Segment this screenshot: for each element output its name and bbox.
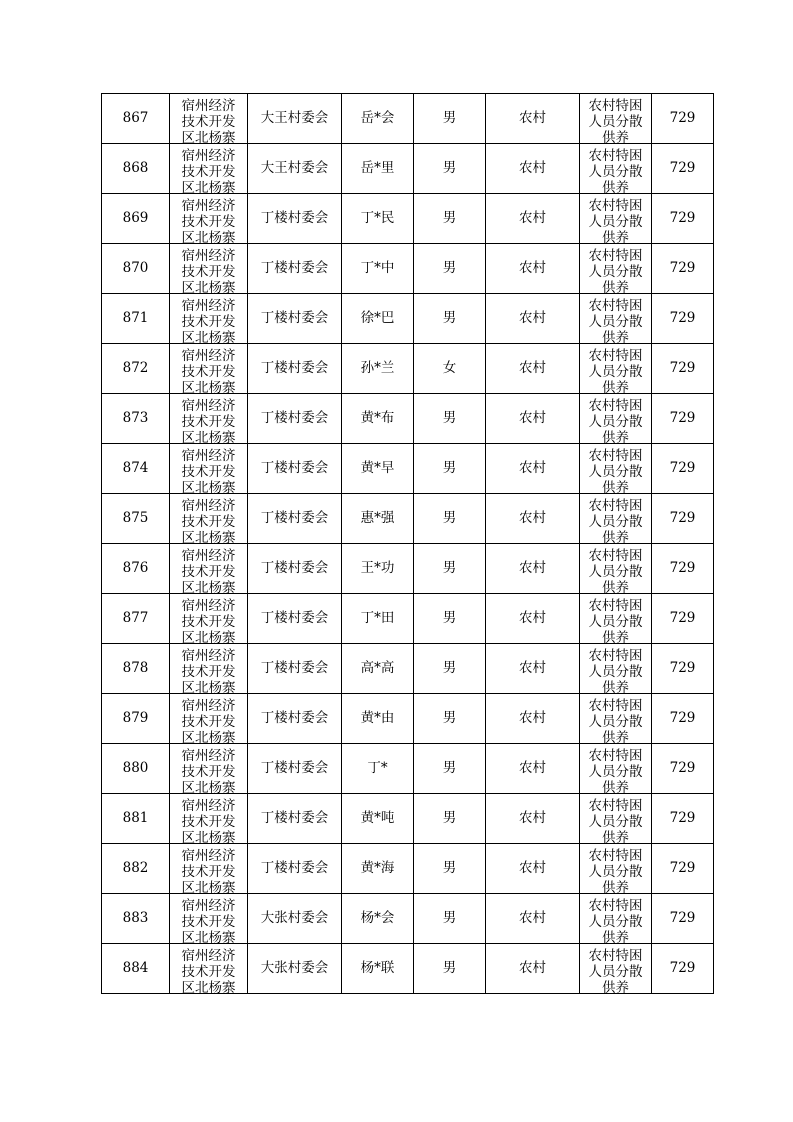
cell-gender: 男 xyxy=(414,544,486,594)
cell-village-committee: 大张村委会 xyxy=(248,944,342,994)
cell-amount: 729 xyxy=(652,494,714,544)
category-line-3: 供养 xyxy=(602,479,629,496)
category-line-3: 供养 xyxy=(602,929,629,946)
cell-sequence-number: 883 xyxy=(102,894,170,944)
table-row xyxy=(102,94,714,144)
cell-person-name: 黄*吨 xyxy=(342,794,414,844)
table-row xyxy=(102,694,714,744)
area-line-2: 技术开发 xyxy=(181,314,236,330)
area-line-3: 区北杨寨 xyxy=(181,929,236,946)
cell-amount: 729 xyxy=(652,644,714,694)
cell-gender: 男 xyxy=(414,144,486,194)
cell-area xyxy=(170,744,248,794)
cell-household-type: 农村 xyxy=(486,444,580,494)
cell-assistance-category xyxy=(580,394,652,444)
cell-village-committee: 丁楼村委会 xyxy=(248,194,342,244)
cell-area xyxy=(170,544,248,594)
cell-amount: 729 xyxy=(652,344,714,394)
cell-area xyxy=(170,894,248,944)
cell-assistance-category xyxy=(580,794,652,844)
table-row xyxy=(102,294,714,344)
cell-gender: 男 xyxy=(414,244,486,294)
area-line-3: 区北杨寨 xyxy=(181,429,236,446)
cell-area xyxy=(170,394,248,444)
area-line-3: 区北杨寨 xyxy=(181,379,236,396)
cell-gender: 女 xyxy=(414,344,486,394)
category-line-2: 人员分散 xyxy=(588,764,643,780)
cell-village-committee: 丁楼村委会 xyxy=(248,744,342,794)
area-line-3: 区北杨寨 xyxy=(181,879,236,896)
cell-household-type: 农村 xyxy=(486,944,580,994)
area-line-2: 技术开发 xyxy=(181,114,236,130)
category-line-3: 供养 xyxy=(602,629,629,646)
area-line-2: 技术开发 xyxy=(181,514,236,530)
roster-body xyxy=(102,94,714,994)
cell-person-name: 徐*巴 xyxy=(342,294,414,344)
area-line-1: 宿州经济 xyxy=(181,598,236,615)
area-line-3: 区北杨寨 xyxy=(181,329,236,346)
cell-sequence-number: 878 xyxy=(102,644,170,694)
cell-household-type: 农村 xyxy=(486,194,580,244)
category-line-2: 人员分散 xyxy=(588,414,643,430)
cell-assistance-category xyxy=(580,294,652,344)
cell-gender: 男 xyxy=(414,844,486,894)
beneficiary-roster-table xyxy=(101,93,714,994)
cell-sequence-number: 877 xyxy=(102,594,170,644)
area-line-2: 技术开发 xyxy=(181,264,236,280)
category-line-3: 供养 xyxy=(602,279,629,296)
area-line-2: 技术开发 xyxy=(181,914,236,930)
category-line-2: 人员分散 xyxy=(588,314,643,330)
cell-area xyxy=(170,944,248,994)
cell-amount: 729 xyxy=(652,94,714,144)
cell-person-name: 杨*联 xyxy=(342,944,414,994)
cell-assistance-category xyxy=(580,694,652,744)
cell-assistance-category xyxy=(580,894,652,944)
cell-village-committee: 丁楼村委会 xyxy=(248,244,342,294)
table-row xyxy=(102,644,714,694)
category-line-1: 农村特困 xyxy=(588,398,643,415)
category-line-2: 人员分散 xyxy=(588,464,643,480)
category-line-2: 人员分散 xyxy=(588,914,643,930)
category-line-3: 供养 xyxy=(602,679,629,696)
area-line-2: 技术开发 xyxy=(181,614,236,630)
table-row xyxy=(102,844,714,894)
table-row xyxy=(102,194,714,244)
table-row xyxy=(102,944,714,994)
cell-person-name: 丁*田 xyxy=(342,594,414,644)
table-row xyxy=(102,394,714,444)
table-row xyxy=(102,794,714,844)
cell-amount: 729 xyxy=(652,444,714,494)
cell-household-type: 农村 xyxy=(486,94,580,144)
area-line-1: 宿州经济 xyxy=(181,898,236,915)
category-line-3: 供养 xyxy=(602,829,629,846)
category-line-1: 农村特困 xyxy=(588,548,643,565)
cell-area xyxy=(170,844,248,894)
area-line-1: 宿州经济 xyxy=(181,548,236,565)
area-line-1: 宿州经济 xyxy=(181,698,236,715)
category-line-1: 农村特困 xyxy=(588,448,643,465)
cell-assistance-category xyxy=(580,144,652,194)
cell-assistance-category xyxy=(580,344,652,394)
cell-village-committee: 大王村委会 xyxy=(248,94,342,144)
area-line-3: 区北杨寨 xyxy=(181,129,236,146)
cell-sequence-number: 870 xyxy=(102,244,170,294)
cell-amount: 729 xyxy=(652,944,714,994)
cell-assistance-category xyxy=(580,944,652,994)
cell-sequence-number: 879 xyxy=(102,694,170,744)
area-line-1: 宿州经济 xyxy=(181,148,236,165)
cell-amount: 729 xyxy=(652,144,714,194)
cell-household-type: 农村 xyxy=(486,344,580,394)
table-row xyxy=(102,344,714,394)
cell-village-committee: 丁楼村委会 xyxy=(248,844,342,894)
category-line-2: 人员分散 xyxy=(588,564,643,580)
category-line-3: 供养 xyxy=(602,429,629,446)
cell-person-name: 丁*民 xyxy=(342,194,414,244)
table-row xyxy=(102,244,714,294)
area-line-2: 技术开发 xyxy=(181,864,236,880)
cell-household-type: 农村 xyxy=(486,844,580,894)
cell-household-type: 农村 xyxy=(486,744,580,794)
cell-sequence-number: 882 xyxy=(102,844,170,894)
category-line-3: 供养 xyxy=(602,329,629,346)
category-line-1: 农村特困 xyxy=(588,948,643,965)
area-line-3: 区北杨寨 xyxy=(181,679,236,696)
cell-person-name: 丁*中 xyxy=(342,244,414,294)
cell-gender: 男 xyxy=(414,394,486,444)
cell-household-type: 农村 xyxy=(486,244,580,294)
cell-village-committee: 丁楼村委会 xyxy=(248,394,342,444)
category-line-2: 人员分散 xyxy=(588,864,643,880)
area-line-3: 区北杨寨 xyxy=(181,629,236,646)
cell-area xyxy=(170,294,248,344)
cell-sequence-number: 872 xyxy=(102,344,170,394)
cell-area xyxy=(170,444,248,494)
area-line-2: 技术开发 xyxy=(181,814,236,830)
cell-gender: 男 xyxy=(414,794,486,844)
cell-area xyxy=(170,694,248,744)
cell-assistance-category xyxy=(580,744,652,794)
cell-village-committee: 大张村委会 xyxy=(248,894,342,944)
area-line-3: 区北杨寨 xyxy=(181,779,236,796)
cell-gender: 男 xyxy=(414,894,486,944)
area-line-1: 宿州经济 xyxy=(181,798,236,815)
cell-household-type: 农村 xyxy=(486,794,580,844)
category-line-3: 供养 xyxy=(602,579,629,596)
cell-gender: 男 xyxy=(414,594,486,644)
cell-person-name: 惠*强 xyxy=(342,494,414,544)
cell-sequence-number: 874 xyxy=(102,444,170,494)
area-line-3: 区北杨寨 xyxy=(181,279,236,296)
area-line-1: 宿州经济 xyxy=(181,748,236,765)
cell-person-name: 孙*兰 xyxy=(342,344,414,394)
cell-assistance-category xyxy=(580,194,652,244)
cell-sequence-number: 868 xyxy=(102,144,170,194)
area-line-2: 技术开发 xyxy=(181,664,236,680)
area-line-3: 区北杨寨 xyxy=(181,829,236,846)
category-line-2: 人员分散 xyxy=(588,664,643,680)
cell-gender: 男 xyxy=(414,444,486,494)
cell-area xyxy=(170,594,248,644)
cell-area xyxy=(170,144,248,194)
category-line-2: 人员分散 xyxy=(588,364,643,380)
category-line-2: 人员分散 xyxy=(588,264,643,280)
cell-area xyxy=(170,494,248,544)
table-row xyxy=(102,594,714,644)
category-line-1: 农村特困 xyxy=(588,898,643,915)
cell-area xyxy=(170,344,248,394)
cell-person-name: 杨*会 xyxy=(342,894,414,944)
table-row xyxy=(102,444,714,494)
cell-sequence-number: 867 xyxy=(102,94,170,144)
cell-amount: 729 xyxy=(652,744,714,794)
cell-village-committee: 丁楼村委会 xyxy=(248,644,342,694)
cell-amount: 729 xyxy=(652,694,714,744)
cell-sequence-number: 873 xyxy=(102,394,170,444)
category-line-2: 人员分散 xyxy=(588,814,643,830)
category-line-3: 供养 xyxy=(602,879,629,896)
cell-village-committee: 丁楼村委会 xyxy=(248,544,342,594)
cell-gender: 男 xyxy=(414,494,486,544)
area-line-3: 区北杨寨 xyxy=(181,179,236,196)
category-line-3: 供养 xyxy=(602,979,629,996)
cell-household-type: 农村 xyxy=(486,644,580,694)
cell-area xyxy=(170,194,248,244)
cell-area xyxy=(170,244,248,294)
cell-amount: 729 xyxy=(652,394,714,444)
category-line-3: 供养 xyxy=(602,779,629,796)
cell-gender: 男 xyxy=(414,94,486,144)
cell-household-type: 农村 xyxy=(486,144,580,194)
cell-household-type: 农村 xyxy=(486,294,580,344)
area-line-1: 宿州经济 xyxy=(181,848,236,865)
cell-sequence-number: 880 xyxy=(102,744,170,794)
category-line-2: 人员分散 xyxy=(588,114,643,130)
category-line-3: 供养 xyxy=(602,379,629,396)
cell-sequence-number: 884 xyxy=(102,944,170,994)
category-line-1: 农村特困 xyxy=(588,298,643,315)
cell-amount: 729 xyxy=(652,544,714,594)
cell-gender: 男 xyxy=(414,744,486,794)
cell-amount: 729 xyxy=(652,244,714,294)
cell-person-name: 黄*早 xyxy=(342,444,414,494)
cell-sequence-number: 876 xyxy=(102,544,170,594)
table-row xyxy=(102,894,714,944)
cell-amount: 729 xyxy=(652,594,714,644)
area-line-2: 技术开发 xyxy=(181,214,236,230)
cell-gender: 男 xyxy=(414,644,486,694)
cell-amount: 729 xyxy=(652,294,714,344)
cell-household-type: 农村 xyxy=(486,894,580,944)
category-line-2: 人员分散 xyxy=(588,164,643,180)
cell-assistance-category xyxy=(580,644,652,694)
cell-village-committee: 丁楼村委会 xyxy=(248,444,342,494)
cell-area xyxy=(170,94,248,144)
category-line-1: 农村特困 xyxy=(588,848,643,865)
area-line-1: 宿州经济 xyxy=(181,398,236,415)
area-line-1: 宿州经济 xyxy=(181,98,236,115)
cell-amount: 729 xyxy=(652,794,714,844)
area-line-2: 技术开发 xyxy=(181,964,236,980)
cell-village-committee: 丁楼村委会 xyxy=(248,344,342,394)
category-line-2: 人员分散 xyxy=(588,714,643,730)
category-line-3: 供养 xyxy=(602,179,629,196)
area-line-1: 宿州经济 xyxy=(181,498,236,515)
cell-person-name: 丁* xyxy=(342,744,414,794)
area-line-1: 宿州经济 xyxy=(181,298,236,315)
cell-household-type: 农村 xyxy=(486,394,580,444)
cell-amount: 729 xyxy=(652,844,714,894)
area-line-1: 宿州经济 xyxy=(181,448,236,465)
category-line-2: 人员分散 xyxy=(588,514,643,530)
cell-gender: 男 xyxy=(414,194,486,244)
area-line-2: 技术开发 xyxy=(181,164,236,180)
area-line-2: 技术开发 xyxy=(181,764,236,780)
cell-person-name: 岳*里 xyxy=(342,144,414,194)
cell-village-committee: 大王村委会 xyxy=(248,144,342,194)
cell-village-committee: 丁楼村委会 xyxy=(248,694,342,744)
cell-household-type: 农村 xyxy=(486,544,580,594)
cell-assistance-category xyxy=(580,594,652,644)
cell-household-type: 农村 xyxy=(486,694,580,744)
cell-person-name: 岳*会 xyxy=(342,94,414,144)
cell-assistance-category xyxy=(580,444,652,494)
cell-gender: 男 xyxy=(414,944,486,994)
category-line-3: 供养 xyxy=(602,129,629,146)
cell-amount: 729 xyxy=(652,894,714,944)
category-line-1: 农村特困 xyxy=(588,798,643,815)
cell-area xyxy=(170,644,248,694)
area-line-2: 技术开发 xyxy=(181,564,236,580)
category-line-3: 供养 xyxy=(602,229,629,246)
table-row xyxy=(102,744,714,794)
cell-person-name: 黄*海 xyxy=(342,844,414,894)
cell-assistance-category xyxy=(580,244,652,294)
cell-household-type: 农村 xyxy=(486,594,580,644)
area-line-3: 区北杨寨 xyxy=(181,529,236,546)
cell-gender: 男 xyxy=(414,294,486,344)
category-line-3: 供养 xyxy=(602,529,629,546)
category-line-1: 农村特困 xyxy=(588,698,643,715)
table-row xyxy=(102,544,714,594)
cell-sequence-number: 875 xyxy=(102,494,170,544)
cell-village-committee: 丁楼村委会 xyxy=(248,294,342,344)
cell-amount: 729 xyxy=(652,194,714,244)
area-line-3: 区北杨寨 xyxy=(181,579,236,596)
cell-person-name: 黄*布 xyxy=(342,394,414,444)
table-row xyxy=(102,144,714,194)
area-line-3: 区北杨寨 xyxy=(181,229,236,246)
cell-gender: 男 xyxy=(414,694,486,744)
area-line-2: 技术开发 xyxy=(181,414,236,430)
cell-sequence-number: 869 xyxy=(102,194,170,244)
cell-sequence-number: 881 xyxy=(102,794,170,844)
table-row xyxy=(102,494,714,544)
area-line-3: 区北杨寨 xyxy=(181,979,236,996)
cell-village-committee: 丁楼村委会 xyxy=(248,794,342,844)
category-line-2: 人员分散 xyxy=(588,964,643,980)
area-line-1: 宿州经济 xyxy=(181,648,236,665)
cell-person-name: 高*高 xyxy=(342,644,414,694)
area-line-2: 技术开发 xyxy=(181,714,236,730)
category-line-2: 人员分散 xyxy=(588,214,643,230)
category-line-1: 农村特困 xyxy=(588,348,643,365)
cell-area xyxy=(170,794,248,844)
area-line-1: 宿州经济 xyxy=(181,348,236,365)
cell-household-type: 农村 xyxy=(486,494,580,544)
category-line-2: 人员分散 xyxy=(588,614,643,630)
area-line-3: 区北杨寨 xyxy=(181,729,236,746)
category-line-1: 农村特困 xyxy=(588,198,643,215)
area-line-1: 宿州经济 xyxy=(181,948,236,965)
cell-sequence-number: 871 xyxy=(102,294,170,344)
cell-assistance-category xyxy=(580,494,652,544)
cell-person-name: 黄*由 xyxy=(342,694,414,744)
category-line-1: 农村特困 xyxy=(588,148,643,165)
cell-assistance-category xyxy=(580,844,652,894)
area-line-1: 宿州经济 xyxy=(181,248,236,265)
category-line-1: 农村特困 xyxy=(588,748,643,765)
area-line-2: 技术开发 xyxy=(181,464,236,480)
cell-village-committee: 丁楼村委会 xyxy=(248,594,342,644)
cell-person-name: 王*功 xyxy=(342,544,414,594)
cell-assistance-category xyxy=(580,94,652,144)
category-line-3: 供养 xyxy=(602,729,629,746)
cell-village-committee: 丁楼村委会 xyxy=(248,494,342,544)
category-line-1: 农村特困 xyxy=(588,498,643,515)
category-line-1: 农村特困 xyxy=(588,248,643,265)
cell-assistance-category xyxy=(580,544,652,594)
area-line-3: 区北杨寨 xyxy=(181,479,236,496)
category-line-1: 农村特困 xyxy=(588,598,643,615)
area-line-1: 宿州经济 xyxy=(181,198,236,215)
area-line-2: 技术开发 xyxy=(181,364,236,380)
category-line-1: 农村特困 xyxy=(588,648,643,665)
category-line-1: 农村特困 xyxy=(588,98,643,115)
